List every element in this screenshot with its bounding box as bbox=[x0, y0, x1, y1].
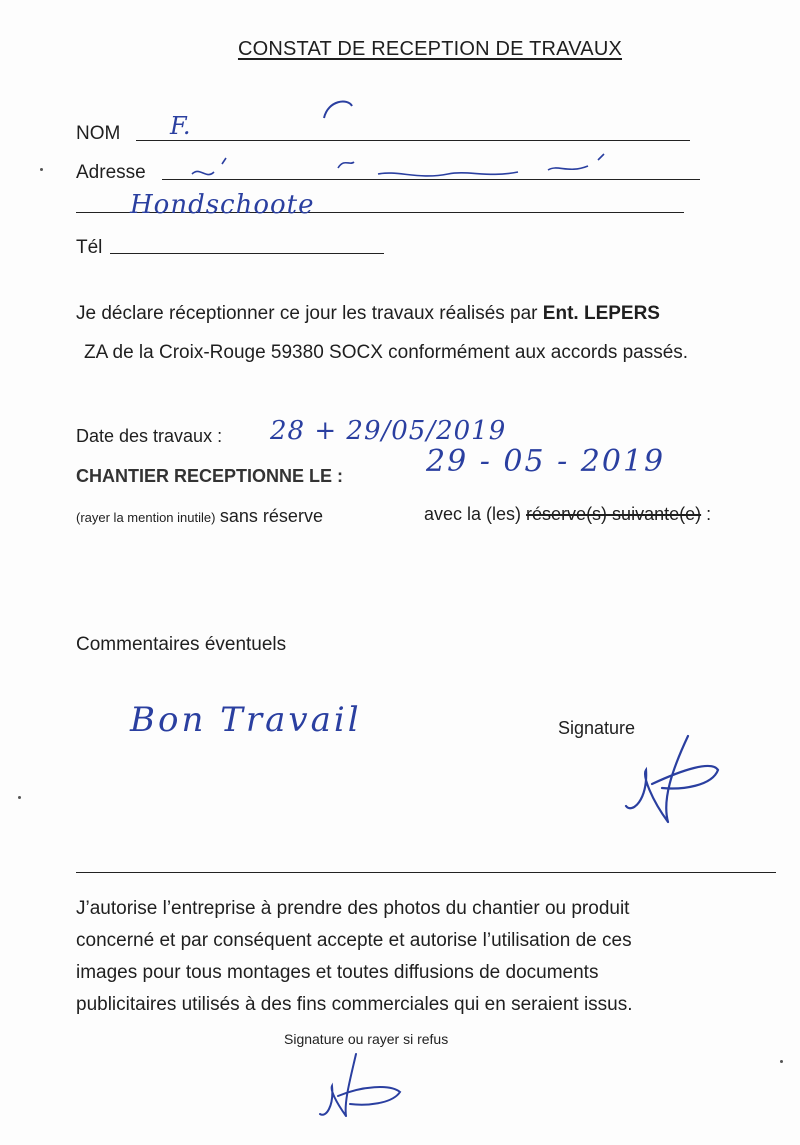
comments-label: Commentaires éventuels bbox=[76, 634, 287, 655]
authorization-line: J’autorise l’entreprise à prendre des photos du chantier ou produit bbox=[76, 898, 630, 919]
nom-label: NOM bbox=[76, 123, 121, 144]
tel-line bbox=[110, 253, 384, 254]
authorization-line: publicitaires utilisés à des fins commerciales qui en seraient issus. bbox=[76, 994, 633, 1015]
scan-speck bbox=[18, 796, 21, 799]
avec-suffix: : bbox=[706, 504, 712, 524]
signature-image bbox=[612, 730, 732, 830]
authorization-signature-image bbox=[316, 1050, 416, 1124]
nom-line bbox=[136, 140, 690, 141]
redacted-address-ink bbox=[188, 150, 628, 186]
avec-prefix: avec la (les) bbox=[424, 504, 522, 524]
authorization-text bbox=[76, 893, 633, 1021]
reception-date-value: 29 - 05 - 2019 bbox=[426, 444, 666, 479]
adresse-label: Adresse bbox=[76, 162, 146, 183]
reception-label: CHANTIER RECEPTIONNE LE : bbox=[76, 466, 344, 486]
comments-value: Bon Travail bbox=[130, 700, 362, 740]
tel-label: Tél bbox=[76, 237, 103, 258]
reserve-row bbox=[76, 506, 323, 527]
sans-reserve: sans réserve bbox=[219, 506, 323, 526]
date-travaux-value: 28 + 29/05/2019 bbox=[270, 416, 507, 446]
scan-speck bbox=[780, 1060, 783, 1063]
document-title: CONSTAT DE RECEPTION DE TRAVAUX bbox=[237, 38, 623, 60]
avec-struck: réserve(s) suivante(e) bbox=[526, 504, 702, 524]
section-divider bbox=[76, 872, 776, 873]
reserve-note: (rayer la mention inutile) bbox=[76, 510, 216, 525]
avec-reserve bbox=[424, 504, 711, 525]
declaration-line-1 bbox=[76, 303, 660, 325]
scan-speck bbox=[40, 168, 43, 171]
declaration-line-2: ZA de la Croix-Rouge 59380 SOCX conformément aux accords passés. bbox=[84, 342, 689, 363]
redaction-mark bbox=[318, 96, 358, 126]
signature-label: Signature bbox=[558, 718, 636, 738]
declaration-text: Je déclare réceptionner ce jour les travaux réalisés par bbox=[76, 303, 538, 324]
adresse-line2-value: Hondschoote bbox=[130, 190, 315, 220]
date-travaux-label: Date des travaux : bbox=[76, 426, 223, 446]
company-name: Ent. LEPERS bbox=[542, 303, 660, 324]
authorization-line: concerné et par conséquent accepte et autorise l’utilisation de ces bbox=[76, 930, 632, 951]
nom-value: F. bbox=[170, 112, 191, 140]
authorization-line: images pour tous montages et toutes diffusions de documents bbox=[76, 962, 599, 983]
authorization-signature-label: Signature ou rayer si refus bbox=[284, 1031, 449, 1047]
